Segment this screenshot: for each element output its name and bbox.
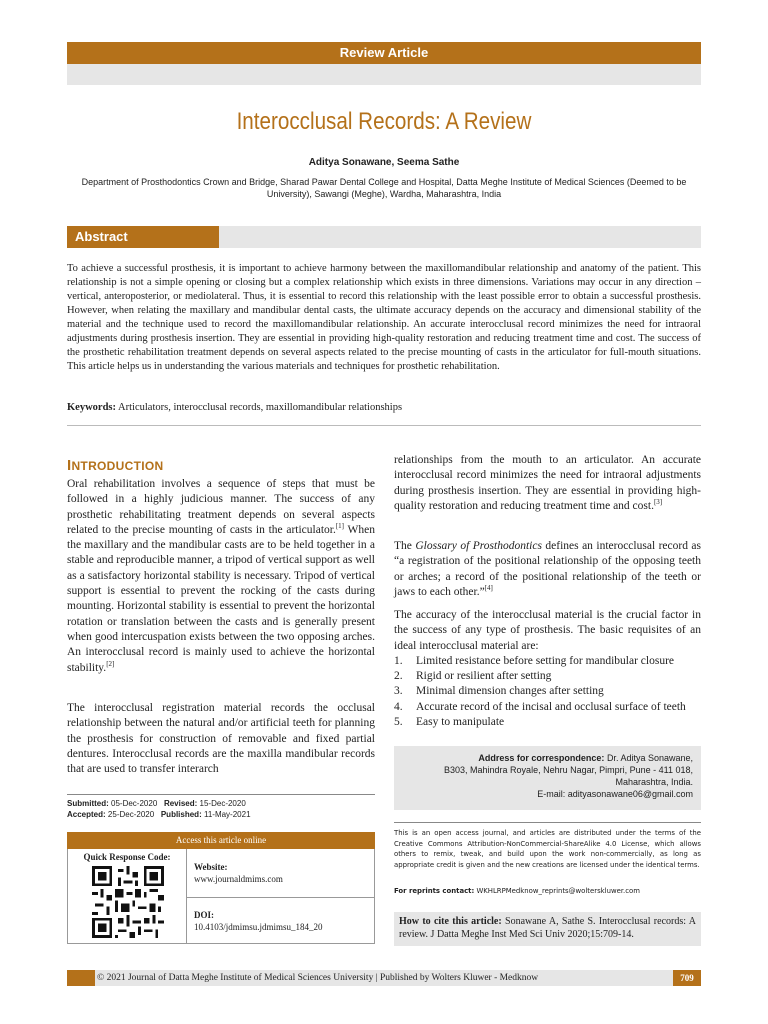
article-dates [67,798,375,820]
list-number: 3. [394,685,403,698]
cite-label: How to cite this article: [399,916,502,927]
revised-date: 15-Dec-2020 [199,799,246,808]
accepted-date: 25-Dec-2020 [107,810,155,819]
list-number: 5. [394,716,403,729]
intro-p1b-text: When the maxillary and the mandibular casts are to be held together in a stable and reproducible manner, a tripod of vertical support as well as a satisfactory horizontal stability is necessary. Tripod of vertical support is essential to prevent the rocking of the casts during mounting. Horizontal stability is essential to prevent the horizontal rotation or translation between the casts and is generally present when good intercuspation exists between the two opposing arches. An interocclusal record is mainly used to achieve the horizontal stability. [67,523,375,674]
page-number: 709 [680,973,694,983]
abstract-header-bar [67,226,701,248]
list-item [394,684,701,699]
license-text: This is an open access journal, and articles are distributed under the terms of the Creative Commons Attribution-NonCommercial-ShareAlike 4.0 License, which allows others to remix, tweak, and build upon the work non-commercially, as long as appropriate credit is given and the new creations are licensed under the identical terms. [394,829,701,869]
requisites-list [394,654,701,730]
list-item [394,715,701,730]
intro-heading-initial: I [67,457,72,474]
list-number: 2. [394,670,403,683]
list-text: Limited resistance before setting for mandibular closure [416,654,675,667]
submitted-date: 05-Dec-2020 [111,799,158,808]
access-online-heading: Access this article online [67,832,375,849]
page-footer [67,970,701,986]
accepted-label: Accepted: [67,810,106,819]
footer-accent-left [67,970,95,986]
submitted-label: Submitted: [67,799,109,808]
intro-paragraph-3 [394,453,701,514]
article-authors: Aditya Sonawane, Seema Sathe [308,157,460,168]
intro-p4-post: defines an interocclusal record as “a registration of the positional relationship of the opposing teeth or arches; a record of the positional relationship of the teeth or jaws to each other.” [394,540,701,598]
intro-p4-pre: The [394,540,416,552]
list-item [394,700,701,715]
correspondence-line-1 [424,752,693,764]
citation-ref[interactable]: [2] [106,659,115,668]
section-banner: Review Article [67,42,701,64]
correspondence-name: Dr. Aditya Sonawane, [606,753,693,763]
reprints-line [394,887,701,895]
list-number: 4. [394,700,403,713]
reprints-email[interactable]: WKHLRPMedknow_reprints@wolterskluwer.com [476,887,640,895]
reprints-label: For reprints contact: [394,887,475,895]
doi-label: DOI: [194,910,214,920]
intro-p3-text: relationships from the mouth to an articulator. An accurate interocclusal record minimizes the need for intraoral adjustments during prosthesis insertion. They are essential in providing high-quality restoration and reducing treatment time and cost. [394,454,701,512]
correspondence-email[interactable]: E-mail: adityasonawane06@gmail.com [537,789,693,799]
abstract-divider [67,425,701,426]
qr-code-icon[interactable] [92,866,164,938]
intro-paragraph-2: The interocclusal registration material records the occlusal relationship between the natural and/or artificial teeth for planning the prosthesis for construction of removable and fixed partial dentures. Interocclusal records are the maxilla mandibular records that are used to transfer interarch [67,702,375,776]
article-title: Interocclusal Records: A Review [236,108,532,135]
dates-divider [67,794,375,795]
list-number: 1. [394,654,403,667]
article-affiliation: Department of Prosthodontics Crown and Bridge, Sharad Pawar Dental College and Hospital, Datta Meghe Institute of Medical Sciences (Deemed to be University), Sawangi (Meghe), Wardha, Maharashtra, India [81,177,687,199]
correspondence-label: Address for correspondence: [478,753,605,763]
citation-ref[interactable]: [3] [653,498,663,507]
keywords-value: Articulators, interocclusal records, maxillomandibular relationships [118,402,403,413]
list-text: Rigid or resilient after setting [416,670,552,683]
abstract-text: To achieve a successful prosthesis, it is important to achieve harmony between the maxillomandibular relationship and anatomy of the patient. This relationship is not a simple opening or closing but a complex relationship which exists in three dimensions. Variations may occur in any direction – vertical, anteroposterior, or mediolateral. Thus, it is essential to record this relationship with the least possible error to obtain a successful prosthesis. However, when relating the maxillary and mandibular dental casts, the ultimate accuracy depends on the accuracy and dimensional stability of the material and the technique used to record the maxillomandibular relationship. An accurate interocclusal record minimizes the need for intraoral adjustments during prosthesis insertion. They are essential in providing high-quality restoration and reducing treatment time and cost. The success of the prosthetic rehabilitation treatment depends on several aspects related to the precise mounting of casts in the articulator for full-mouth situations. This article helps us in understanding the various materials and techniques for prosthetic rehabilitation. [67,263,701,372]
published-date: 11-May-2021 [203,810,251,819]
intro-paragraph-1 [67,477,375,676]
qr-label: Quick Response Code: [83,852,171,862]
banner-grey-strip [67,64,701,85]
intro-p5-text: The accuracy of the interocclusal material is the crucial factor in the success of any type of prosthesis. The basic requisites of an ideal interocclusal material are: [394,609,701,652]
introduction-heading [67,457,163,474]
revised-label: Revised: [163,799,198,808]
doi-link[interactable]: 10.4103/jdmimsu.jdmimsu_184_20 [194,922,323,932]
list-text: Minimal dimension changes after setting [416,685,604,698]
abstract-heading: Abstract [67,226,219,248]
footer-copyright: © 2021 Journal of Datta Meghe Institute of Medical Sciences University | Published by Wolters Kluwer - Medknow [97,973,539,983]
website-link[interactable]: www.journaldmims.com [194,874,283,884]
correspondence-state: Maharashtra, India. [615,777,693,787]
list-item [394,669,701,684]
glossary-title: Glossary of Prosthodontics [415,540,542,552]
how-to-cite-box [394,912,701,946]
keywords-line [67,402,701,413]
citation-ref[interactable]: [1] [335,522,345,531]
access-divider [187,897,375,898]
citation-ref[interactable]: [4] [484,584,493,593]
correspondence-address: B303, Mahindra Royale, Nehru Nagar, Pimpri, Pune - 411 018, [444,765,693,775]
published-label: Published: [160,810,202,819]
list-text: Easy to manipulate [416,716,505,729]
license-divider [394,822,701,823]
cite-text: Sonawane A, Sathe S. Interocclusal records: A review. J Datta Meghe Inst Med Sci Univ 2020;15:709-14. [399,916,696,940]
keywords-label: Keywords: [67,402,116,413]
intro-paragraph-5 [394,608,701,730]
intro-heading-rest: NTRODUCTION [71,459,164,473]
correspondence-box [394,746,701,810]
intro-p1-text: Oral rehabilitation involves a sequence of steps that must be followed in a highly judicious manner. The success of any prosthetic rehabilitating treatment depends on several aspects related to the precise mounting of casts in the articulator. [67,478,375,536]
intro-paragraph-4 [394,539,701,600]
website-label: Website: [194,862,228,872]
dates-line-1 [67,798,375,809]
list-item [394,654,701,669]
list-text: Accurate record of the incisal and occlusal surface of teeth [416,700,686,713]
dates-line-2 [67,809,375,820]
